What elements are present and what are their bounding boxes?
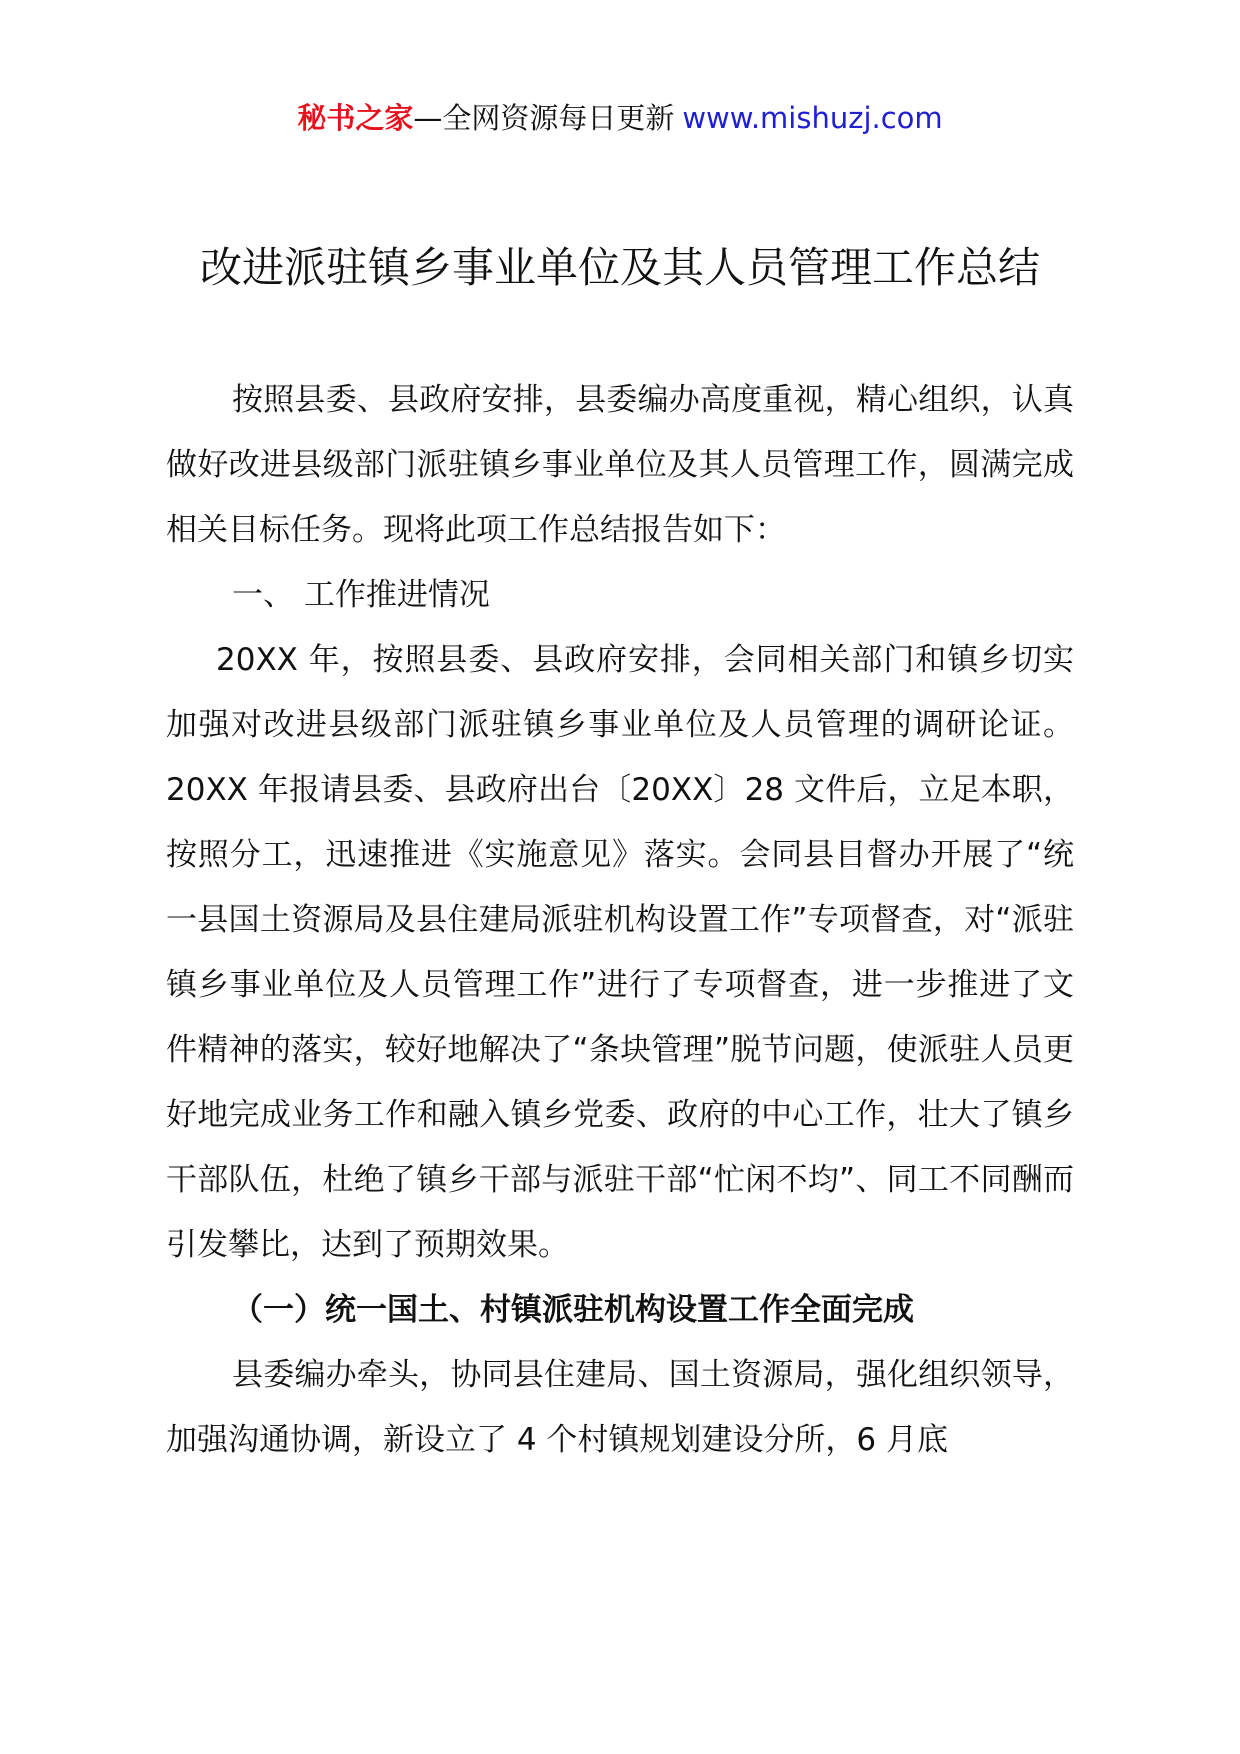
section-heading: 一、 工作推进情况	[232, 577, 490, 613]
body-paragraph: 20XX 年，按照县委、县政府安排，会同相关部门和镇乡切实加强对改进县级部门派驻镇乡事业单位及人员管理的调研论证。20XX 年报请县委、县政府出台〔20XX〕28 文件后，立足本职，按照分工，迅速推进《实施意见》落实。会同县目督办开展了“统一县国土资源局及县住建局派驻机构设置工作”专项督查，对“派驻镇乡事业单位及人员管理工作”进行了专项督查，进一步推进了文件精神的落实，较好地解决了“条块管理”脱节问题，使派驻人员更好地完成业务工作和融入镇乡党委、政府的中心工作，壮大了镇乡干部队伍，杜绝了镇乡干部与派驻干部“忙闲不均”、同工不同酬而引发攀比，达到了预期效果。	[166, 642, 1074, 1263]
brand-name: 秘书之家	[297, 101, 414, 135]
subsection-heading: （一）统一国土、村镇派驻机构设置工作全面完成	[232, 1292, 914, 1328]
document-body	[166, 368, 1074, 1473]
body-paragraph: 县委编办牵头，协同县住建局、国土资源局，强化组织领导，加强沟通协调，新设立了 4 个村镇规划建设分所，6 月底	[166, 1357, 1074, 1458]
intro-paragraph: 按照县委、县政府安排，县委编办高度重视，精心组织，认真做好改进县级部门派驻镇乡事业单位及其人员管理工作，圆满完成相关目标任务。现将此项工作总结报告如下：	[166, 382, 1074, 548]
site-header	[0, 98, 1240, 138]
site-url-link[interactable]: www.mishuzj.com	[682, 101, 943, 135]
document-title: 改进派驻镇乡事业单位及其人员管理工作总结	[199, 243, 1040, 292]
header-slogan: —全网资源每日更新	[413, 101, 675, 135]
